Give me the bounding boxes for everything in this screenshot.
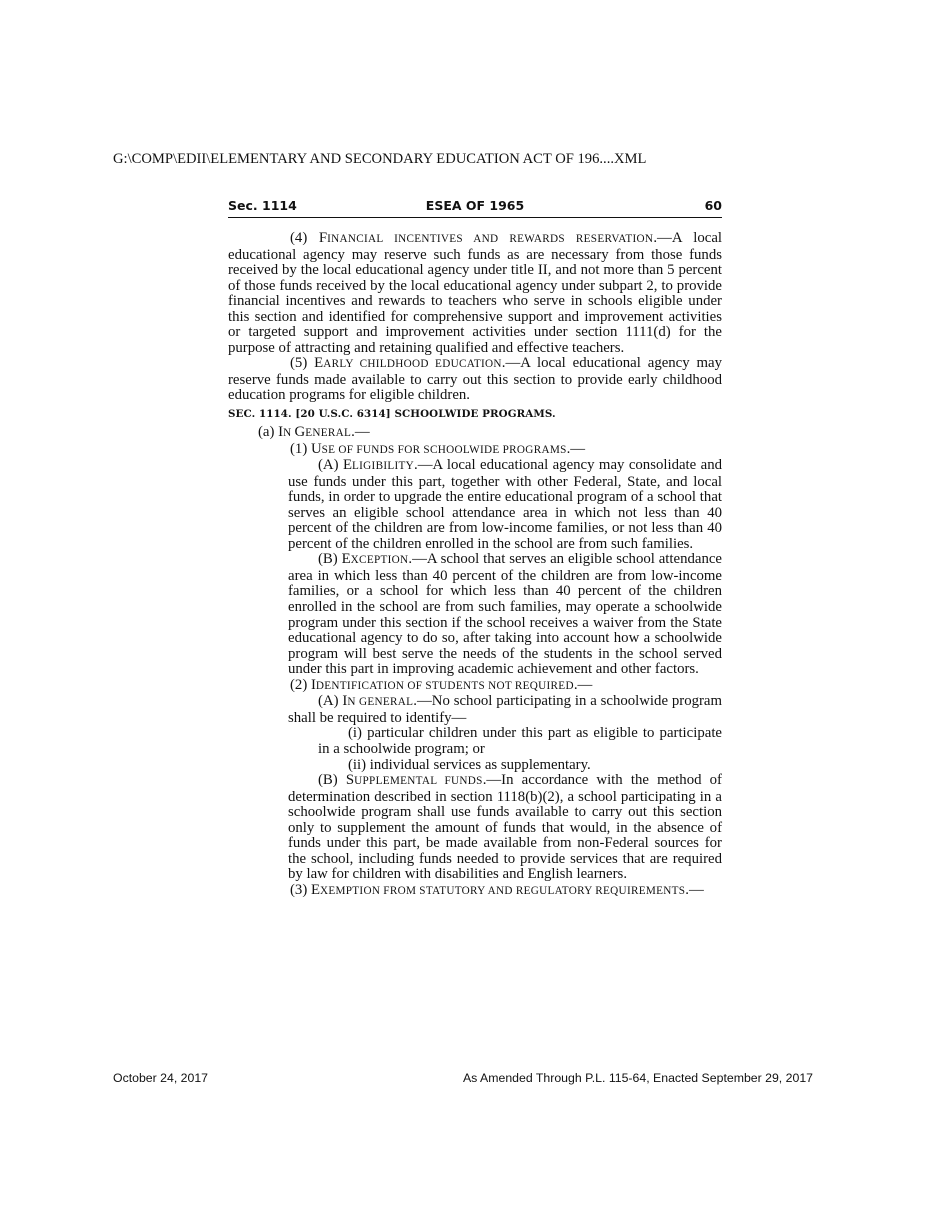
paragraph-num: (1) <box>290 440 311 457</box>
paragraph-text: .—No school participating in a schoolwide program shall be required to identify— <box>288 693 722 726</box>
paragraph-text: .—In accordance with the method of determination described in section 1118(b)(2), a school participating in a schoolwide program shall use funds available to carry out this section only to supplement the amount of funds that would, in the absence of funds under this part, be made available from non-Federal sources for the school, including funds needed to provide services that are required by law for children with disabilities and English learners. <box>288 772 722 883</box>
heading-smallcaps: N GENERAL <box>347 696 414 709</box>
subparagraph-a2A <box>228 694 722 726</box>
clause-a2Aii <box>228 758 722 774</box>
heading-cap: U <box>310 440 322 457</box>
heading-cap: I <box>278 424 284 441</box>
paragraph-text: .— <box>351 424 370 441</box>
heading-smallcaps: XCEPTION <box>350 554 409 567</box>
footer-date: October 24, 2017 <box>113 1071 209 1085</box>
heading-cap: E <box>341 551 351 568</box>
clause-a2Ai <box>228 726 722 757</box>
subsection-a <box>228 425 722 442</box>
heading-smallcaps: XEMPTION FROM STATUTORY AND REGULATORY REQUIREMENTS <box>320 884 686 897</box>
paragraph-num: (4) <box>290 230 319 246</box>
heading-cap: G <box>294 424 306 441</box>
paragraph-text: (i) particular children under this part as eligible to participate in a schoolwide program; or <box>318 725 722 757</box>
paragraph-num: (2) <box>290 676 311 693</box>
heading-smallcaps: SE OF FUNDS FOR SCHOOLWIDE PROGRAMS <box>321 443 567 456</box>
section-heading: SEC. 1114. [20 U.S.C. 6314] SCHOOLWIDE PROGRAMS. <box>228 408 556 421</box>
file-path: G:\COMP\EDII\ELEMENTARY AND SECONDARY EDUCATION ACT OF 196....XML <box>113 151 647 167</box>
paragraph-text: .—A school that serves an eligible school attendance area in which less than 40 percent of the children are from low-income families, or a school for which less than 40 percent of the children enrolled in the school are from such families, may operate a schoolwide program under this section if the school receives a waiver from the State educational agency to do so, after taking into account how a schoolwide program will best serve the needs of the students in the school served under this part in improving academic achievement and other factors. <box>288 551 722 678</box>
heading-cap: I <box>342 693 348 710</box>
heading-smallcaps: UPPLEMENTAL FUNDS <box>354 775 483 788</box>
running-head-title: ESEA OF 1965 <box>425 198 525 213</box>
heading-cap: I <box>310 676 316 693</box>
subparagraph-a1B <box>228 552 722 677</box>
paragraph-text: .—A local educational agency may reserve funds made available to carry out this section to provide early childhood education programs for eligible children. <box>228 355 723 404</box>
heading-smallcaps: INANCIAL INCENTIVES AND REWARDS RESERVATION <box>327 233 654 245</box>
paragraph-num: (A) <box>318 693 343 710</box>
document-body <box>228 231 722 899</box>
running-head-section: Sec. 1114 <box>228 198 297 213</box>
paragraph-num: (5) <box>290 355 315 372</box>
paragraph-a2 <box>228 678 722 695</box>
heading-cap: E <box>310 881 320 898</box>
paragraph-text: (ii) individual services as supplementary. <box>348 756 591 773</box>
heading-smallcaps: ARLY CHILDHOOD EDUCATION <box>323 358 502 371</box>
footer-amended: As Amended Through P.L. 115-64, Enacted September 29, 2017 <box>462 1071 813 1085</box>
heading-cap: F <box>318 230 328 246</box>
heading-smallcaps: N <box>283 427 295 440</box>
paragraph-text: .—A local educational agency may reserve such funds as are necessary from those funds received by the local educational agency under title II, and not more than 5 percent of those funds received by the local educational agency under subpart 2, to provide financial incentives and rewards to teachers who serve in schools eligible under this section and identified for comprehensive support and improvement activities or targeted support and improvement activities under section 1111(d) for the purpose of attracting and retaining qualified and effective teachers. <box>228 230 723 356</box>
subparagraph-a2B <box>228 773 722 883</box>
paragraph-num: (B) <box>318 772 346 789</box>
paragraph-4 <box>228 231 722 356</box>
paragraph-num: (3) <box>290 881 311 898</box>
paragraph-text: .— <box>685 881 704 898</box>
subparagraph-a1A <box>228 458 722 552</box>
heading-cap: S <box>345 772 355 789</box>
heading-cap: E <box>342 457 353 474</box>
page-number: 60 <box>704 198 722 213</box>
paragraph-num: (a) <box>258 424 279 441</box>
paragraph-text: .— <box>566 440 586 457</box>
running-head <box>228 197 722 218</box>
heading-smallcaps: DENTIFICATION OF STUDENTS NOT REQUIRED <box>315 679 574 692</box>
paragraph-a1 <box>228 442 722 459</box>
paragraph-a3 <box>228 883 722 900</box>
heading-smallcaps: LIGIBILITY <box>352 460 415 473</box>
paragraph-5 <box>228 356 722 404</box>
heading-smallcaps: ENERAL <box>305 427 352 440</box>
paragraph-num: (A) <box>318 457 343 474</box>
paragraph-text: .—A local educational agency may consolidate and use funds under this part, together with other Federal, State, and local funds, in order to upgrade the entire educational program of a school that serves an eligible school attendance area in which not less than 40 percent of the children are from low-income families, or not less than 40 percent of the children enrolled in the school are from such families. <box>288 457 722 552</box>
paragraph-num: (B) <box>318 551 342 568</box>
paragraph-text: .— <box>573 676 593 693</box>
heading-cap: E <box>314 355 324 372</box>
